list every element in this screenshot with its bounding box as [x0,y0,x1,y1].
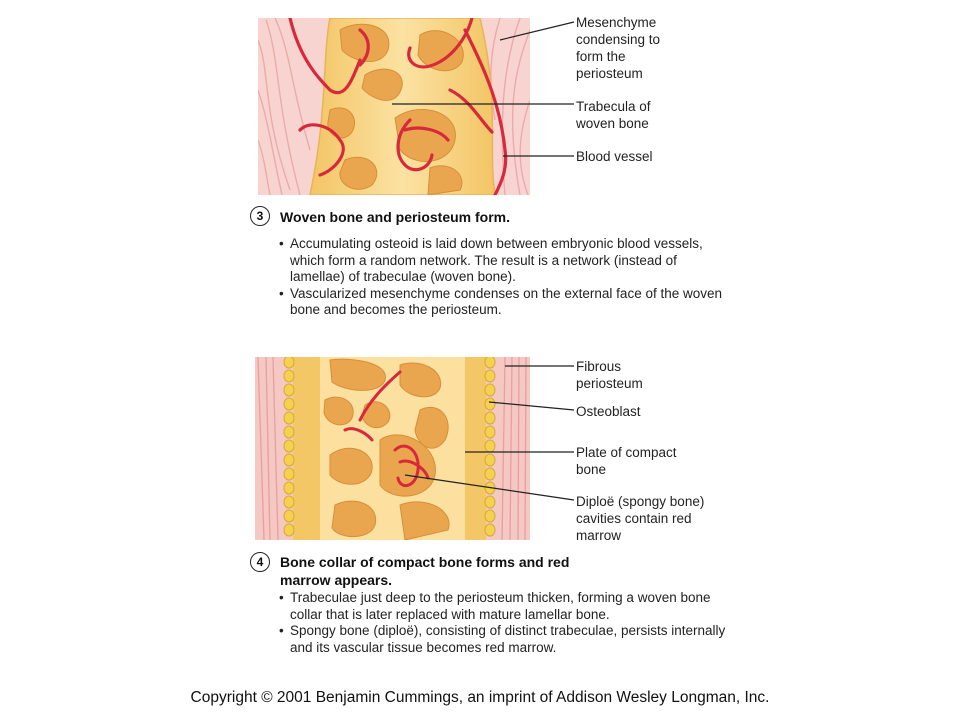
step-3-bullets [279,236,734,319]
step-3-badge: 3 [250,206,270,226]
woven-bone-body [310,18,495,195]
label-mesenchyme: Mesenchyme condensing to form the periosteum [576,15,661,81]
step-4-badge: 4 [250,552,270,572]
label-osteoblast: Osteoblast [576,404,641,419]
copyright-notice: Copyright © 2001 Benjamin Cummings, an imprint of Addison Wesley Longman, Inc. [190,689,770,706]
step-4-bullet-1: • Trabeculae just deep to the periosteum thicken, forming a woven bone collar that is later replaced with mature lamellar bone. [279,590,739,623]
compact-bone-illustration [255,356,530,540]
step-3-bullet-2: • Vascularized mesenchyme condenses on the external face of the woven bone and becomes the periosteum. [279,286,734,319]
label-fibrous-periosteum: Fibrous periosteum [576,359,643,391]
step-3-title: Woven bone and periosteum form. [280,209,510,225]
step-3-bullet-1: • Accumulating osteoid is laid down between embryonic blood vessels, which form a random network. The result is a network (instead of lamellae) of trabeculae (woven bone). [279,236,734,286]
label-plate: Plate of compact bone [576,445,677,477]
woven-bone-illustration [258,18,530,195]
label-trabecula: Trabecula of woven bone [576,99,651,131]
label-blood-vessel: Blood vessel [576,149,653,164]
label-diploe: Diploë (spongy bone) cavities contain red marrow [576,494,705,543]
step-4-bullet-2: • Spongy bone (diploë), consisting of distinct trabeculae, persists internally and its vascular tissue becomes red marrow. [279,623,739,656]
step-4-bullets [279,590,739,656]
step-4-title: Bone collar of compact bone forms and red marrow appears. [280,554,570,588]
